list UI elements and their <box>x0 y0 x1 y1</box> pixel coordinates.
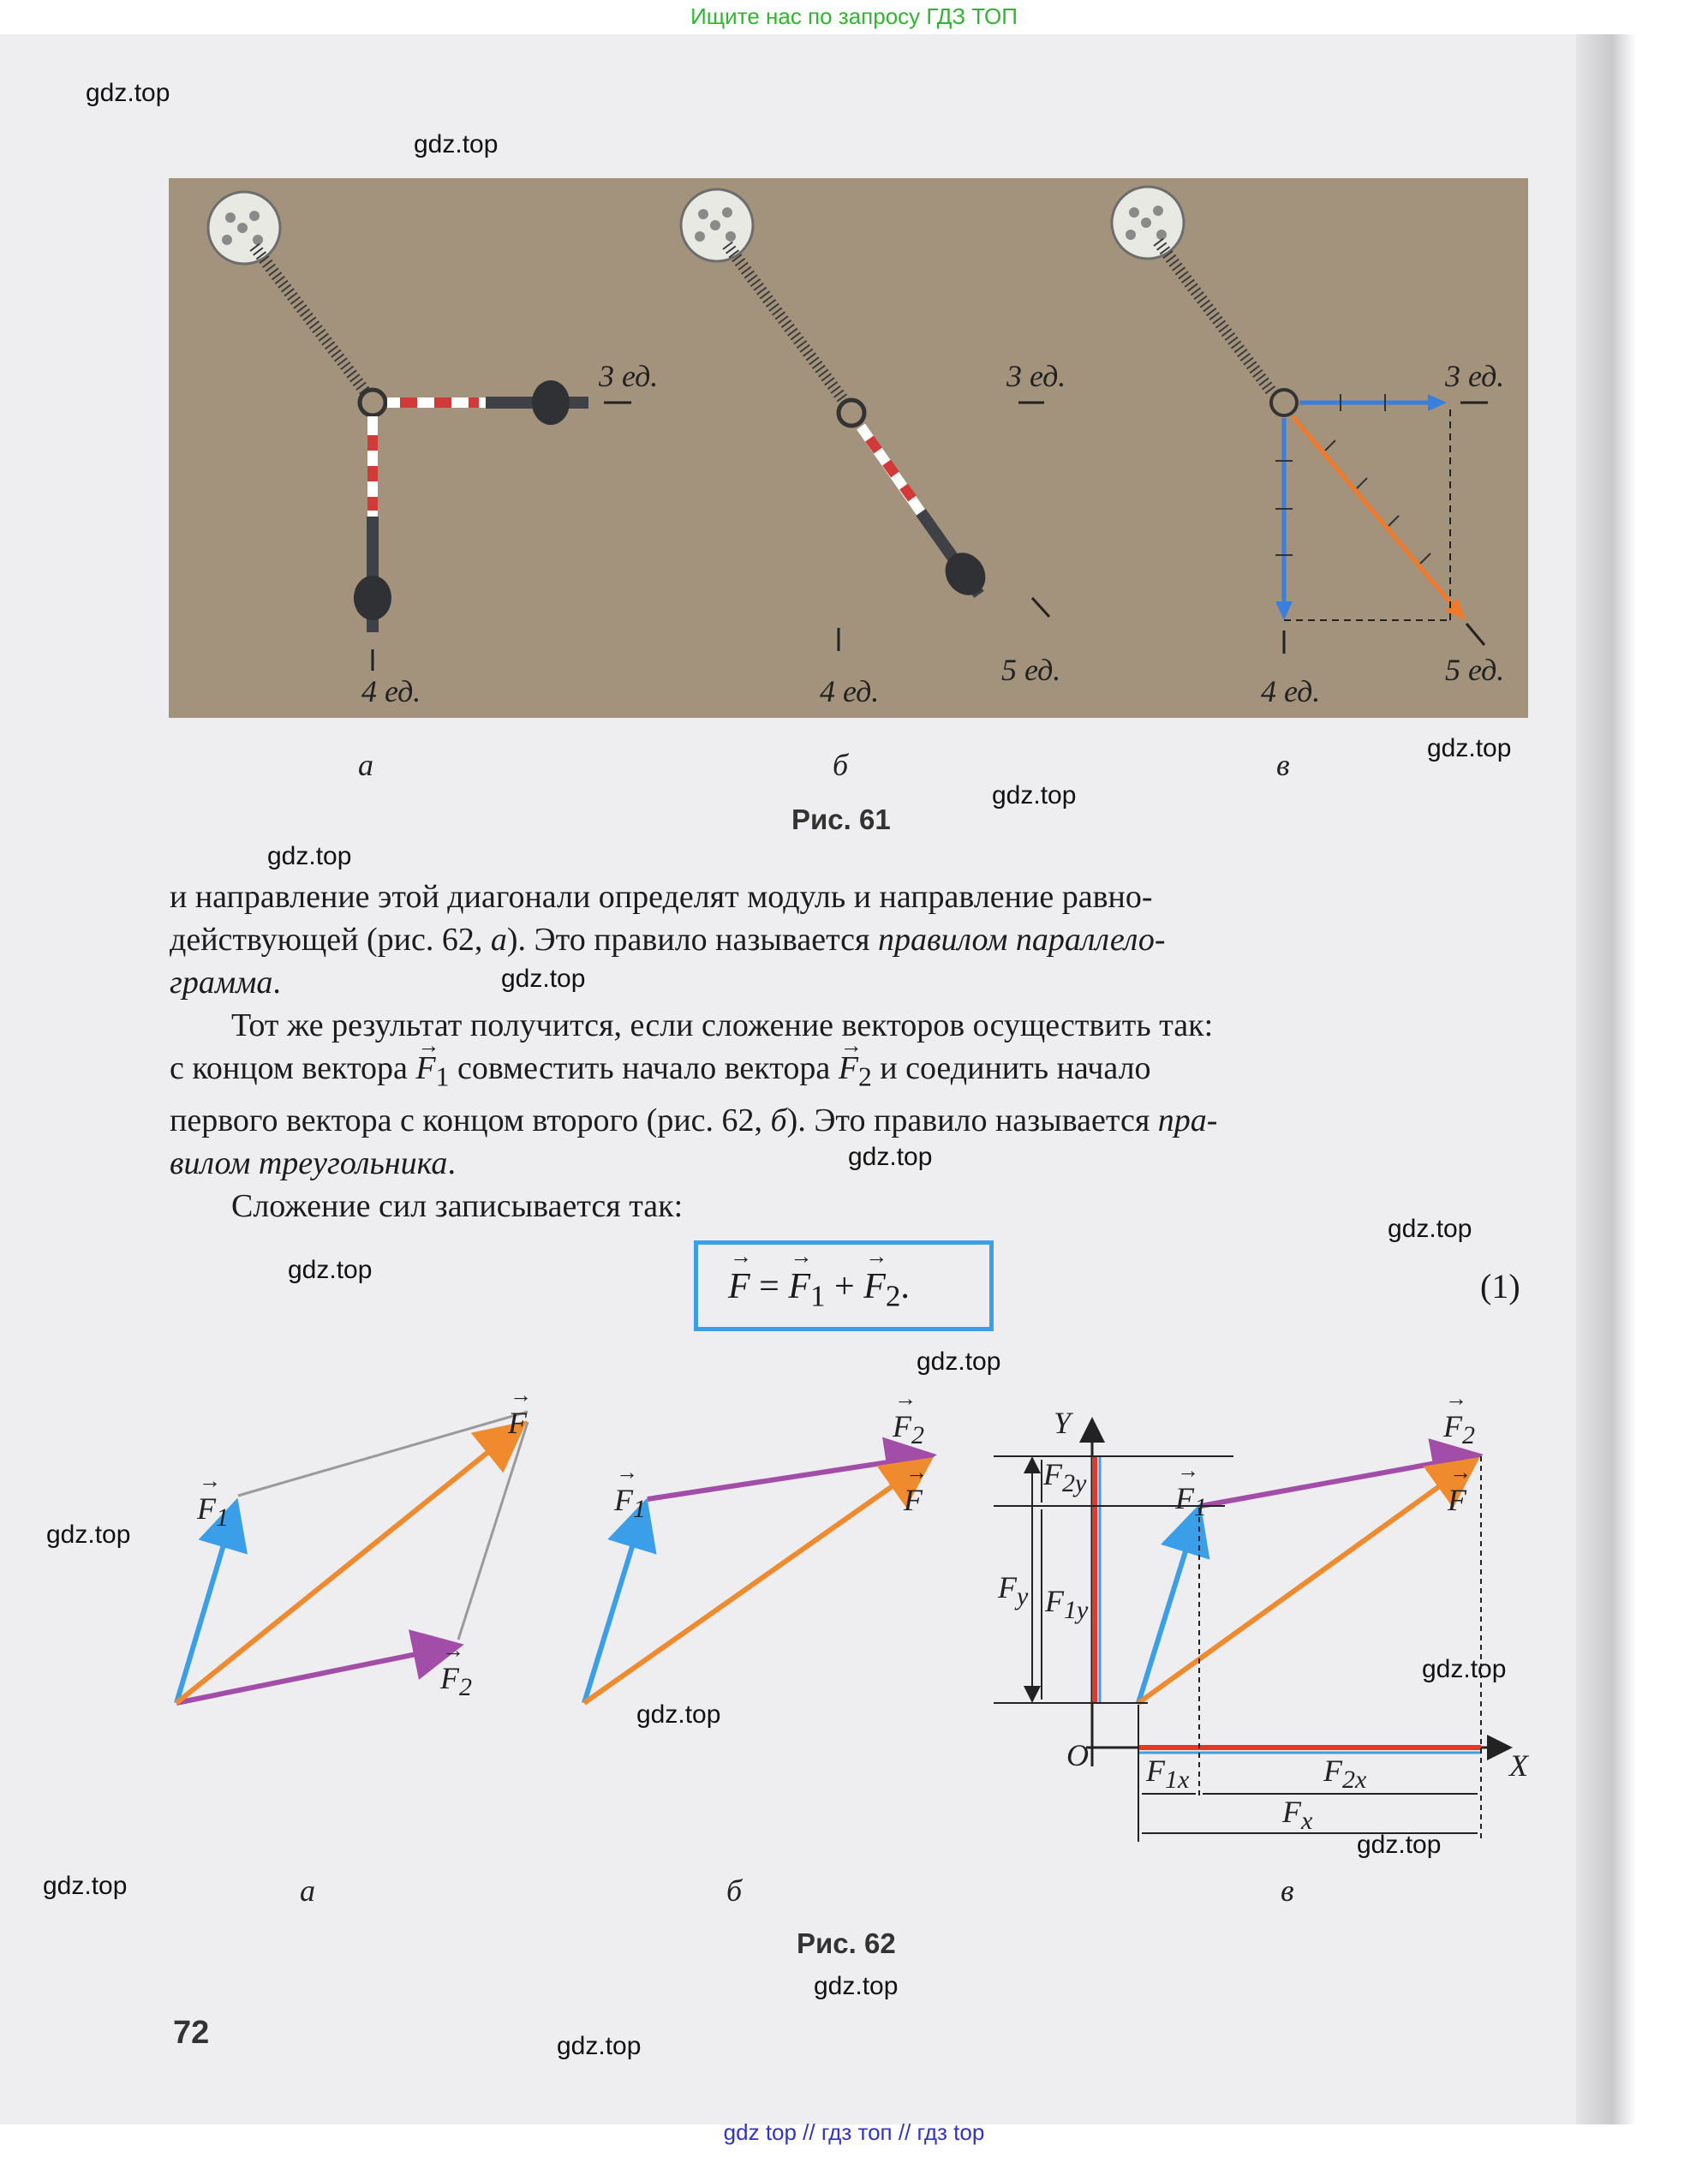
text-line: действующей (рис. 62, а). Это правило называется правилом параллело- <box>170 922 1166 958</box>
label-5-units-v: 5 ед. <box>1445 653 1505 687</box>
watermark: gdz.top <box>557 2032 642 2060</box>
fig62a-label-f1: → $F_1$ <box>197 1491 229 1533</box>
label-f2x: $F_{2x}$ <box>1323 1754 1367 1795</box>
watermark: gdz.top <box>1388 1215 1472 1243</box>
axis-y-label: Y <box>1054 1406 1072 1440</box>
label-3-units-a: 3 ед. <box>599 359 659 393</box>
watermark: gdz.top <box>814 1972 899 2000</box>
watermark: gdz.top <box>267 842 352 870</box>
watermark: gdz.top <box>1427 734 1512 762</box>
formula-vector-sum: → F = → $F_1$ + → $F_2$. <box>728 1266 910 1313</box>
formula-number: (1) <box>1480 1267 1520 1306</box>
label-5-units-b: 5 ед. <box>1001 653 1061 687</box>
label-4-units-v: 4 ед. <box>1261 674 1321 708</box>
watermark: gdz.top <box>992 781 1077 810</box>
text-line: и направление этой диагонали определят модуль и направление равно- <box>170 879 1153 915</box>
axis-x-label: X <box>1509 1748 1528 1783</box>
origin-label: O <box>1066 1738 1089 1772</box>
fig62-a-parallelogram <box>176 1412 528 1703</box>
watermark: gdz.top <box>636 1700 721 1729</box>
text-line: первого вектора с концом второго (рис. 62, б). Это правило называется пра- <box>170 1102 1218 1138</box>
watermark: gdz.top <box>917 1347 1001 1376</box>
fig61-sublabel-v: в <box>1276 748 1290 782</box>
watermark: gdz.top <box>1357 1831 1442 1859</box>
top-banner-link[interactable]: Ищите нас по запросу ГДЗ ТОП <box>690 3 1018 29</box>
fig62a-label-f2: → $F_2$ <box>440 1660 472 1702</box>
fig62-sublabel-a: а <box>300 1873 315 1908</box>
fig62a-label-f: → F <box>508 1405 527 1441</box>
figure-62-caption: Рис. 62 <box>797 1927 896 1959</box>
watermark: gdz.top <box>43 1872 128 1900</box>
label-4-units-a: 4 ед. <box>361 674 421 708</box>
fig62b-label-f: → F <box>904 1482 923 1518</box>
label-f2y: $F_{2y}$ <box>1043 1457 1087 1498</box>
watermark: gdz.top <box>46 1521 131 1549</box>
fig62b-label-f2: → $F_2$ <box>893 1408 924 1450</box>
fig62b-label-f1: → $F_1$ <box>614 1482 646 1524</box>
bottom-banner-link[interactable]: gdz top // гдз топ // гдз top <box>723 2119 985 2145</box>
vector-f2: → F <box>839 1047 858 1090</box>
fig61-sublabel-b: б <box>833 748 849 782</box>
label-fy: $F_y$ <box>998 1570 1029 1611</box>
label-4-units-b: 4 ед. <box>820 674 880 708</box>
fig62v-label-f: → F <box>1448 1482 1466 1518</box>
fig62-sublabel-v: в <box>1281 1873 1294 1908</box>
watermark: gdz.top <box>848 1143 933 1171</box>
watermark: gdz.top <box>1422 1655 1507 1683</box>
text-line: с концом вектора → $F_1$ совместить начало вектора → $F_2$ и соединить начало <box>170 1047 1527 1099</box>
label-fx: $F_x$ <box>1282 1795 1313 1836</box>
text-line: грамма. <box>170 965 281 1001</box>
text-line: Тот же результат получится, если сложение векторов осуществить так: <box>231 1007 1214 1043</box>
label-f1y: $F_{1y}$ <box>1045 1584 1089 1625</box>
text-line: Сложение сил записывается так: <box>231 1187 684 1224</box>
fig61-sublabel-a: а <box>358 748 373 782</box>
fig62-sublabel-b: б <box>726 1873 743 1908</box>
label-3-units-b: 3 ед. <box>1006 359 1066 393</box>
fig62v-label-f1: → $F_1$ <box>1175 1480 1207 1522</box>
figure-61-caption: Рис. 61 <box>791 804 891 835</box>
label-f1x: $F_{1x}$ <box>1146 1754 1190 1795</box>
watermark: gdz.top <box>501 965 586 993</box>
text-line: вилом треугольника. <box>170 1144 456 1181</box>
fig62v-label-f2: → $F_2$ <box>1443 1408 1475 1450</box>
watermark: gdz.top <box>288 1256 373 1284</box>
watermark: gdz.top <box>86 79 170 107</box>
vector-f1: → F <box>415 1047 435 1090</box>
page-number: 72 <box>173 2015 210 2051</box>
label-3-units-v: 3 ед. <box>1445 359 1505 393</box>
watermark: gdz.top <box>414 130 499 158</box>
